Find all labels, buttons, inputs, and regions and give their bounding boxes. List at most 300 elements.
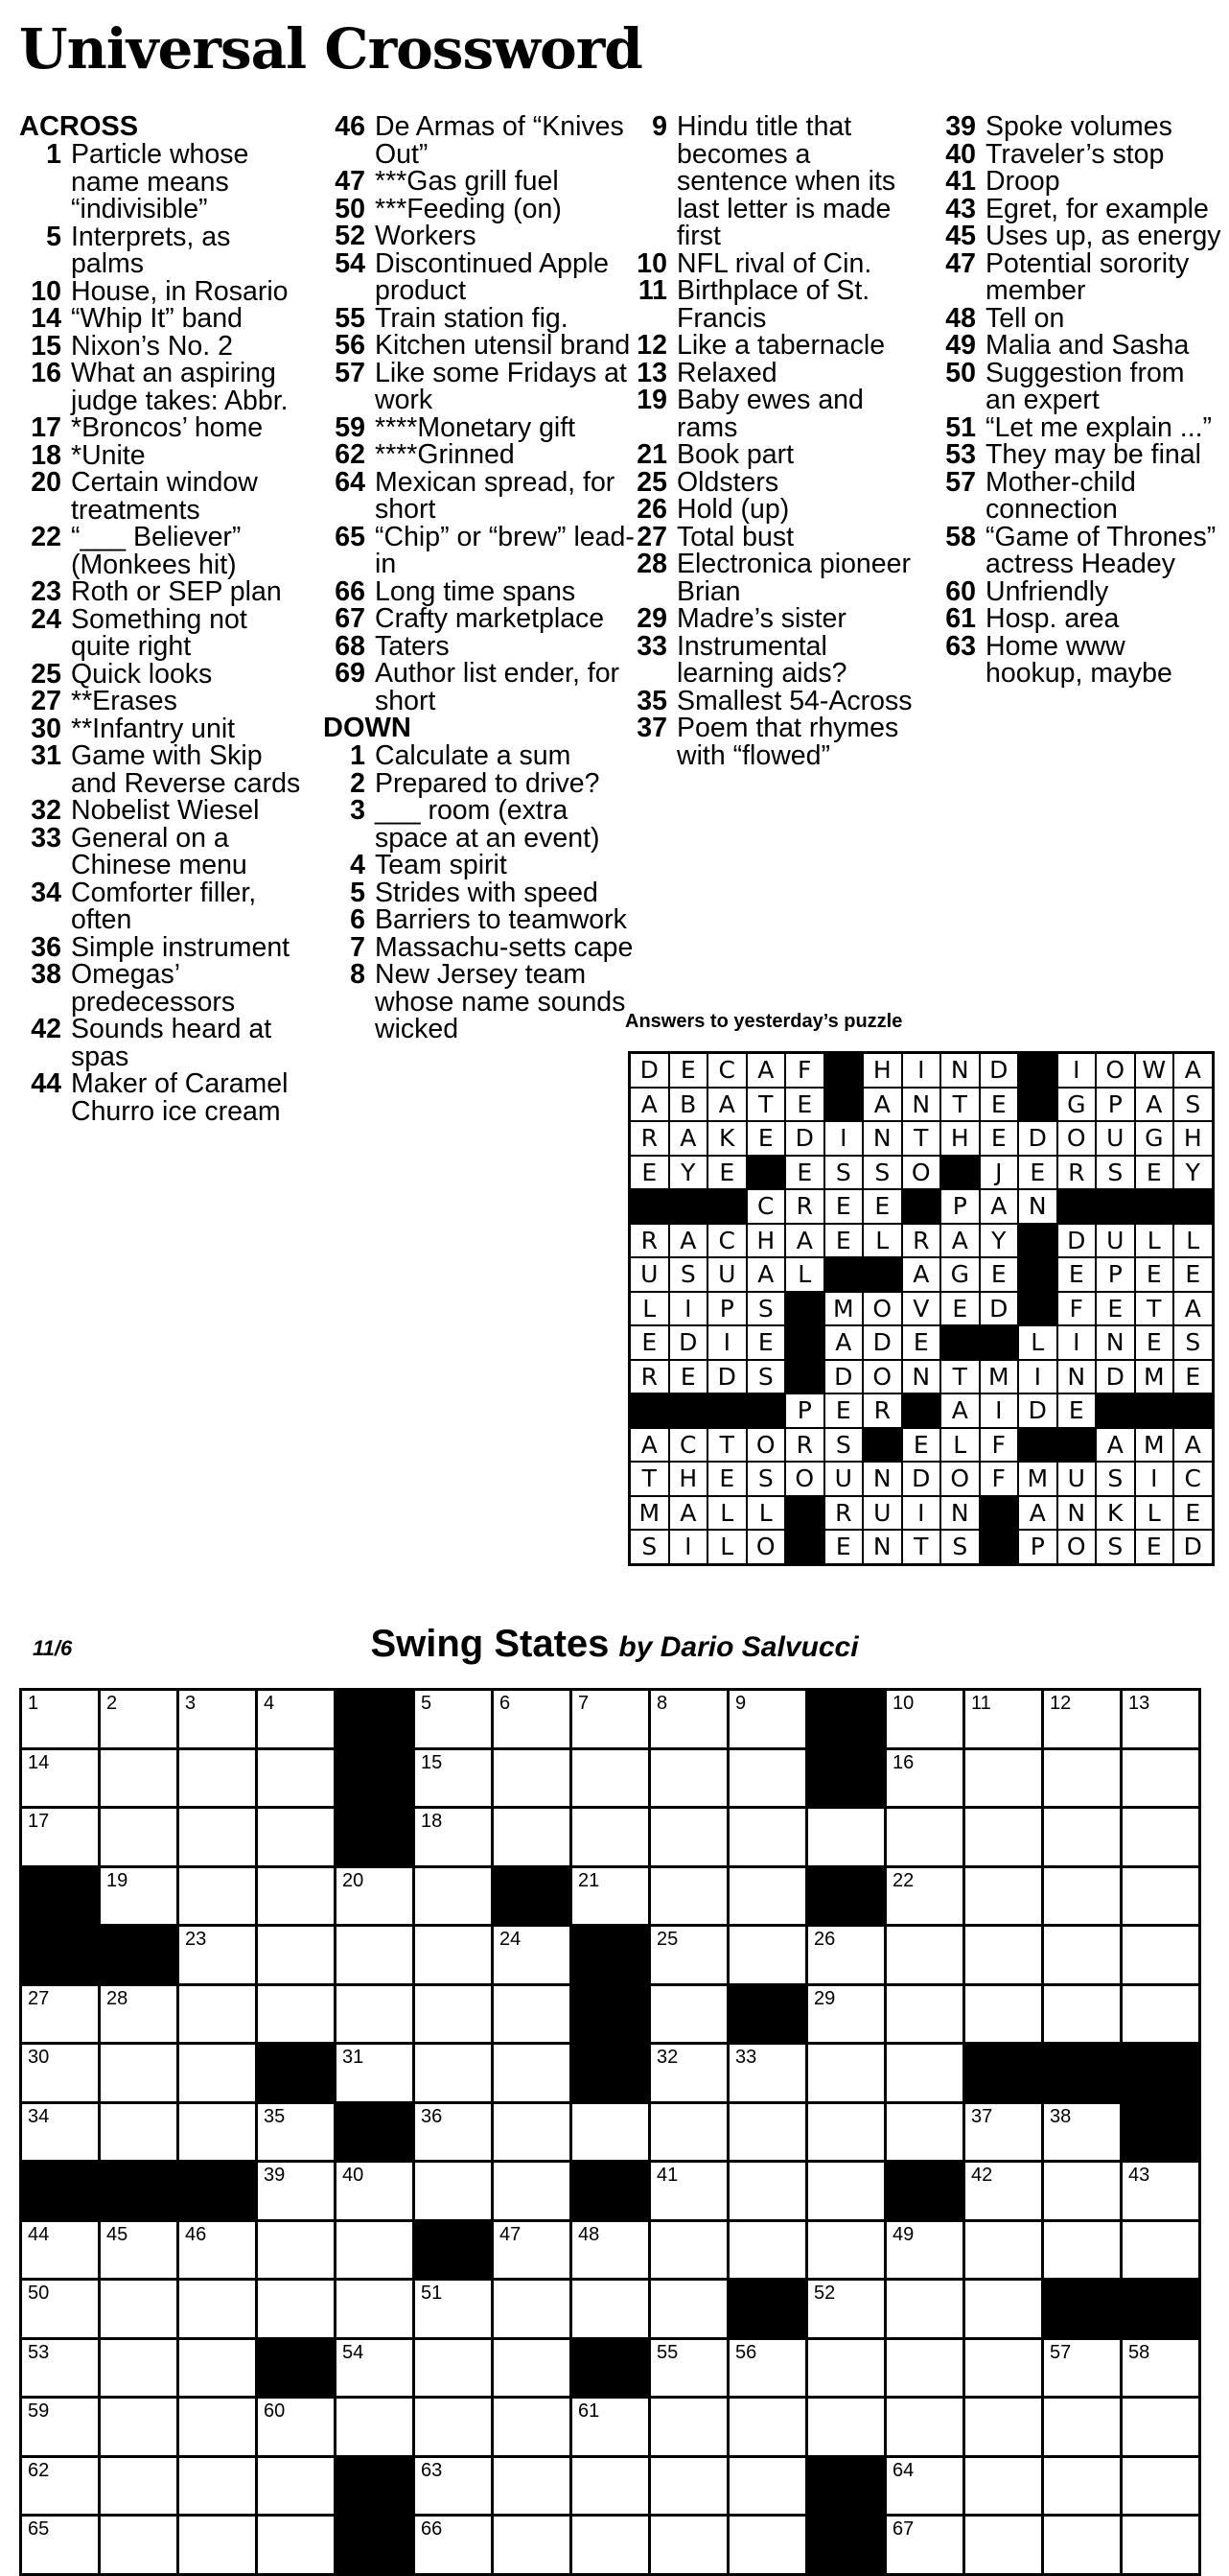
grid-cell[interactable] (179, 2222, 255, 2279)
grid-cell[interactable] (494, 1927, 569, 1983)
clue-item (934, 247, 1221, 306)
grid-cell[interactable] (415, 2458, 491, 2515)
grid-cell[interactable] (22, 2045, 98, 2101)
grid-cell[interactable] (572, 2458, 648, 2515)
grid-cell[interactable] (415, 2399, 491, 2455)
grid-cell[interactable] (258, 1868, 334, 1925)
grid-cell[interactable] (1044, 2104, 1120, 2161)
cell-number: 66 (421, 2518, 443, 2540)
clue-text: Nobelist Wiesel (71, 795, 260, 826)
answer-cell: N (864, 1463, 901, 1495)
grid-cell[interactable] (808, 1927, 884, 1983)
grid-cell[interactable] (336, 1986, 412, 2043)
grid-cell[interactable] (965, 2163, 1041, 2219)
grid-cell[interactable] (494, 2517, 569, 2573)
grid-cell[interactable] (572, 2104, 648, 2161)
answer-cell: C (708, 1225, 746, 1257)
grid-cell[interactable] (179, 1986, 255, 2043)
grid-cell[interactable] (965, 1986, 1041, 2043)
clue-item (323, 247, 639, 306)
grid-cell[interactable] (1044, 2458, 1120, 2515)
clue-text: ***Gas grill fuel (375, 166, 559, 197)
grid-cell[interactable] (965, 1691, 1041, 1747)
grid-cell[interactable] (1044, 2163, 1120, 2219)
clue-number: 5 (350, 877, 365, 908)
grid-cell[interactable] (494, 2163, 569, 2219)
grid-cell[interactable] (887, 1809, 962, 1865)
grid-cell[interactable] (101, 2517, 176, 2573)
grid-cell[interactable] (101, 2399, 176, 2455)
grid-cell[interactable] (887, 1927, 962, 1983)
grid-cell[interactable] (1123, 1750, 1198, 1807)
answer-cell: A (864, 1089, 901, 1121)
grid-cell[interactable] (415, 1986, 491, 2043)
grid-cell[interactable] (651, 2045, 727, 2101)
grid-cell[interactable] (572, 1691, 648, 1747)
grid-cell[interactable] (1123, 1986, 1198, 2043)
grid-cell[interactable] (22, 1750, 98, 1807)
answer-cell: O (864, 1293, 901, 1325)
clue-text: “Whip It” band (71, 303, 243, 334)
grid-cell[interactable] (1044, 2222, 1120, 2279)
cell-number: 4 (264, 1693, 275, 1714)
grid-cell[interactable] (1123, 1927, 1198, 1983)
cell-number: 63 (421, 2459, 443, 2481)
grid-cell[interactable] (101, 1986, 176, 2043)
answer-cell: T (631, 1463, 668, 1495)
grid-cell[interactable] (651, 2340, 727, 2397)
grid-cell[interactable] (179, 2281, 255, 2337)
grid-cell[interactable] (887, 1691, 962, 1747)
grid-cell[interactable] (1044, 2340, 1120, 2397)
grid-cell[interactable] (651, 2458, 727, 2515)
grid-cell[interactable] (336, 1927, 412, 1983)
grid-cell[interactable] (415, 1750, 491, 1807)
grid-cell[interactable] (415, 2104, 491, 2161)
answer-cell: L (1019, 1326, 1056, 1359)
grid-cell[interactable] (101, 1691, 176, 1747)
answer-cell: M (825, 1293, 863, 1325)
grid-cell[interactable] (179, 2045, 255, 2101)
clue-text: Comforter filler, often (71, 877, 257, 935)
grid-cell[interactable] (494, 2104, 569, 2161)
grid-cell[interactable] (730, 1809, 805, 1865)
grid-cell[interactable] (730, 2104, 805, 2161)
black-square (1044, 2281, 1120, 2337)
grid-cell[interactable] (651, 2222, 727, 2279)
cell-number: 50 (28, 2283, 50, 2304)
grid-cell[interactable] (415, 1868, 491, 1925)
clue-number: 9 (652, 111, 667, 142)
grid-cell[interactable] (808, 1809, 884, 1865)
black-square (808, 2517, 884, 2573)
clue-text: ****Monetary gift (375, 411, 576, 443)
grid-cell[interactable] (887, 1750, 962, 1807)
grid-cell[interactable] (730, 2163, 805, 2219)
grid-cell[interactable] (22, 2104, 98, 2161)
grid-cell[interactable] (965, 2399, 1041, 2455)
grid-cell[interactable] (179, 1868, 255, 1925)
answer-cell: H (748, 1225, 785, 1257)
grid-cell[interactable] (965, 2222, 1041, 2279)
grid-cell[interactable] (415, 1809, 491, 1865)
grid-cell[interactable] (494, 1809, 569, 1865)
answer-cell: H (670, 1463, 707, 1495)
cell-number: 59 (28, 2400, 50, 2422)
grid-cell[interactable] (887, 1986, 962, 2043)
down-clue-list-2 (625, 113, 917, 769)
cell-number: 13 (1128, 1693, 1150, 1714)
grid-cell[interactable] (965, 1809, 1041, 1865)
grid-cell[interactable] (572, 1809, 648, 1865)
grid-cell[interactable] (336, 2399, 412, 2455)
grid-cell[interactable] (651, 2104, 727, 2161)
grid-cell[interactable] (1044, 1809, 1120, 1865)
grid-cell[interactable] (258, 2399, 334, 2455)
answer-cell: A (786, 1225, 823, 1257)
grid-cell[interactable] (1044, 2399, 1120, 2455)
grid-cell[interactable] (494, 2222, 569, 2279)
answer-cell: A (748, 1258, 785, 1291)
grid-cell[interactable] (415, 2517, 491, 2573)
grid-cell[interactable] (965, 2458, 1041, 2515)
across-clues-column-1 (19, 113, 307, 1125)
grid-cell[interactable] (887, 2458, 962, 2515)
answer-black-square (786, 1531, 823, 1563)
clue-text: **Infantry unit (71, 713, 236, 744)
grid-cell[interactable] (572, 2399, 648, 2455)
grid-cell[interactable] (1044, 2517, 1120, 2573)
grid-cell[interactable] (22, 2222, 98, 2279)
clue-number: 38 (31, 959, 61, 990)
clue-item (19, 688, 307, 715)
clue-text: Egret, for example (986, 193, 1209, 224)
clue-number: 63 (945, 630, 976, 662)
clue-number: 5 (46, 221, 61, 252)
grid-cell[interactable] (651, 1750, 727, 1807)
grid-cell[interactable] (258, 1986, 334, 2043)
grid-cell[interactable] (730, 1868, 805, 1925)
grid-cell[interactable] (651, 2281, 727, 2337)
grid-cell[interactable] (808, 2104, 884, 2161)
grid-cell[interactable] (415, 2340, 491, 2397)
answer-cell: E (1136, 1258, 1173, 1291)
black-square (1123, 2104, 1198, 2161)
clue-text: Like a tabernacle (677, 330, 886, 361)
grid-cell[interactable] (1123, 1868, 1198, 1925)
clue-item (19, 305, 307, 333)
grid-cell[interactable] (1044, 1868, 1120, 1925)
answer-cell: E (825, 1190, 863, 1223)
grid-cell[interactable] (415, 2163, 491, 2219)
answer-cell: G (1058, 1089, 1096, 1121)
grid-cell[interactable] (336, 2281, 412, 2337)
answer-cell: E (981, 1122, 1018, 1155)
clue-text: Relaxed (677, 357, 777, 388)
grid-cell[interactable] (887, 2399, 962, 2455)
grid-cell[interactable] (730, 1927, 805, 1983)
grid-cell[interactable] (651, 2517, 727, 2573)
answer-cell: G (1136, 1122, 1173, 1155)
clue-item (323, 767, 639, 799)
grid-cell[interactable] (808, 1986, 884, 2043)
clue-number: 58 (945, 521, 976, 552)
grid-cell[interactable] (179, 1691, 255, 1747)
grid-cell[interactable] (494, 2045, 569, 2101)
answer-cell: E (941, 1293, 979, 1325)
grid-cell[interactable] (808, 2045, 884, 2101)
clue-number: 40 (945, 138, 976, 170)
grid-cell[interactable] (808, 2340, 884, 2397)
grid-cell[interactable] (22, 2399, 98, 2455)
grid-cell[interactable] (887, 2045, 962, 2101)
grid-cell[interactable] (965, 1750, 1041, 1807)
grid-cell[interactable] (1044, 1691, 1120, 1747)
grid-cell[interactable] (1123, 2399, 1198, 2455)
grid-cell[interactable] (572, 2517, 648, 2573)
grid-cell[interactable] (258, 1750, 334, 1807)
grid-cell[interactable] (415, 2281, 491, 2337)
grid-cell[interactable] (1044, 1927, 1120, 1983)
grid-cell[interactable] (336, 1868, 412, 1925)
clue-number: 16 (31, 358, 61, 388)
answer-cell: T (748, 1089, 785, 1121)
grid-cell[interactable] (336, 2163, 412, 2219)
grid-cell[interactable] (22, 1809, 98, 1865)
grid-cell[interactable] (965, 2281, 1041, 2337)
grid-cell[interactable] (101, 1868, 176, 1925)
grid-cell[interactable] (887, 2222, 962, 2279)
grid-cell[interactable] (730, 2340, 805, 2397)
grid-cell[interactable] (101, 1809, 176, 1865)
grid-cell[interactable] (179, 2517, 255, 2573)
grid-cell[interactable] (730, 2517, 805, 2573)
clue-text: “Chip” or “brew” lead-in (375, 521, 635, 579)
grid-cell[interactable] (179, 2399, 255, 2455)
grid-cell[interactable] (730, 1691, 805, 1747)
grid-cell[interactable] (1123, 2458, 1198, 2515)
grid-cell[interactable] (1123, 2222, 1198, 2279)
grid-cell[interactable] (179, 1750, 255, 1807)
answer-cell: S (748, 1293, 785, 1325)
grid-cell[interactable] (730, 1750, 805, 1807)
grid-cell[interactable] (336, 2045, 412, 2101)
grid-cell[interactable] (572, 1868, 648, 1925)
grid-cell[interactable] (101, 2104, 176, 2161)
clue-item (19, 822, 307, 880)
answer-cell: F (981, 1463, 1018, 1495)
cell-number: 6 (499, 1693, 511, 1714)
answer-cell: K (708, 1122, 746, 1155)
grid-cell[interactable] (101, 2045, 176, 2101)
grid-cell[interactable] (808, 2163, 884, 2219)
grid-cell[interactable] (808, 2222, 884, 2279)
clue-number: 43 (945, 193, 976, 224)
grid-cell[interactable] (258, 1809, 334, 1865)
clue-item (625, 521, 917, 552)
cell-number: 49 (893, 2223, 915, 2245)
clue-item (323, 302, 639, 334)
grid-cell[interactable] (572, 2222, 648, 2279)
clue-text: Mexican spread, for short (375, 466, 615, 525)
black-square (336, 2458, 412, 2515)
grid-cell[interactable] (101, 2340, 176, 2397)
clue-text: Crafty marketplace (375, 603, 605, 634)
grid-cell[interactable] (179, 2340, 255, 2397)
grid-cell[interactable] (179, 2458, 255, 2515)
grid-cell[interactable] (651, 1809, 727, 1865)
grid-cell[interactable] (887, 2517, 962, 2573)
black-square (22, 2163, 98, 2219)
answer-cell: Y (1174, 1157, 1212, 1189)
clue-item (19, 524, 307, 578)
answer-cell: E (748, 1122, 785, 1155)
clue-item (934, 441, 1221, 469)
grid-cell[interactable] (1044, 1750, 1120, 1807)
grid-cell[interactable] (336, 2222, 412, 2279)
grid-cell[interactable] (965, 1927, 1041, 1983)
grid-cell[interactable] (965, 1868, 1041, 1925)
answer-cell: A (708, 1089, 746, 1121)
grid-cell[interactable] (965, 2517, 1041, 2573)
grid-cell[interactable] (887, 2340, 962, 2397)
clue-number: 29 (637, 603, 667, 634)
grid-cell[interactable] (494, 2458, 569, 2515)
grid-cell[interactable] (887, 2281, 962, 2337)
grid-cell[interactable] (415, 2045, 491, 2101)
grid-cell[interactable] (336, 2340, 412, 2397)
grid-cell[interactable] (494, 2281, 569, 2337)
grid-cell[interactable] (1123, 2517, 1198, 2573)
grid-cell[interactable] (258, 2163, 334, 2219)
grid-cell[interactable] (179, 1927, 255, 1983)
clue-number: 32 (31, 795, 61, 826)
clue-number: 51 (945, 411, 976, 443)
clue-number: 18 (31, 439, 61, 471)
grid-cell[interactable] (179, 1809, 255, 1865)
answer-cell: A (631, 1429, 668, 1462)
grid-cell[interactable] (730, 2399, 805, 2455)
answer-cell: M (631, 1497, 668, 1530)
answer-cell: I (903, 1497, 940, 1530)
black-square (1123, 2281, 1198, 2337)
grid-cell[interactable] (730, 2458, 805, 2515)
answer-cell: A (670, 1497, 707, 1530)
answer-cell: D (825, 1361, 863, 1393)
clue-number: 59 (335, 411, 365, 443)
grid-cell[interactable] (22, 1691, 98, 1747)
grid-cell[interactable] (258, 2222, 334, 2279)
grid-cell[interactable] (258, 2458, 334, 2515)
clue-number: 31 (31, 740, 61, 771)
grid-cell[interactable] (808, 2281, 884, 2337)
grid-cell[interactable] (1044, 1986, 1120, 2043)
grid-cell[interactable] (101, 2458, 176, 2515)
answer-cell: L (708, 1497, 746, 1530)
clue-text: Traveler’s stop (986, 138, 1165, 170)
grid-cell[interactable] (494, 2399, 569, 2455)
answer-black-square (981, 1531, 1018, 1563)
clue-text: House, in Rosario (71, 275, 289, 307)
grid-cell[interactable] (572, 1750, 648, 1807)
clue-item (323, 660, 639, 714)
grid-cell[interactable] (965, 2104, 1041, 2161)
grid-cell[interactable] (730, 2045, 805, 2101)
grid-cell[interactable] (22, 2517, 98, 2573)
grid-cell[interactable] (258, 1691, 334, 1747)
grid-cell[interactable] (258, 2517, 334, 2573)
grid-cell[interactable] (651, 1868, 727, 1925)
grid-cell[interactable] (258, 2104, 334, 2161)
grid-cell[interactable] (258, 2281, 334, 2337)
black-square (336, 1750, 412, 1807)
clue-number: 11 (638, 275, 667, 306)
grid-cell[interactable] (101, 2281, 176, 2337)
grid-cell[interactable] (572, 2281, 648, 2337)
grid-cell[interactable] (22, 2458, 98, 2515)
grid-cell[interactable] (651, 1927, 727, 1983)
grid-cell[interactable] (730, 2222, 805, 2279)
grid-cell[interactable] (258, 1927, 334, 1983)
grid-cell[interactable] (1123, 1691, 1198, 1747)
grid-cell[interactable] (651, 1691, 727, 1747)
answer-cell: S (864, 1157, 901, 1189)
grid-cell[interactable] (179, 2104, 255, 2161)
answer-black-square (1019, 1054, 1056, 1087)
down-clues-column-3 (625, 113, 917, 769)
grid-cell[interactable] (22, 2340, 98, 2397)
answer-cell: I (670, 1531, 707, 1563)
grid-cell[interactable] (887, 2104, 962, 2161)
grid-cell[interactable] (22, 2281, 98, 2337)
grid-cell[interactable] (1123, 2340, 1198, 2397)
clue-item (625, 685, 917, 716)
grid-cell[interactable] (415, 1927, 491, 1983)
black-square (965, 2045, 1041, 2101)
grid-cell[interactable] (494, 2340, 569, 2397)
clue-text: Oldsters (677, 466, 779, 498)
clue-item (19, 141, 307, 223)
clue-number: 66 (335, 575, 365, 607)
clue-number: 44 (31, 1068, 61, 1099)
clue-item (323, 906, 639, 934)
grid-cell[interactable] (101, 2222, 176, 2279)
cell-number: 46 (185, 2223, 207, 2245)
grid-cell[interactable] (965, 2340, 1041, 2397)
clue-item (625, 441, 917, 469)
grid-cell[interactable] (22, 1986, 98, 2043)
grid-cell[interactable] (1123, 1809, 1198, 1865)
grid-cell[interactable] (101, 1750, 176, 1807)
answer-black-square (981, 1497, 1018, 1530)
clue-number: 17 (31, 412, 61, 443)
clue-item (323, 332, 639, 360)
grid-cell[interactable] (415, 1691, 491, 1747)
grid-cell[interactable] (808, 2399, 884, 2455)
grid-cell[interactable] (494, 1691, 569, 1747)
grid-cell[interactable] (887, 1868, 962, 1925)
grid-cell[interactable] (651, 2399, 727, 2455)
grid-cell[interactable] (494, 1986, 569, 2043)
cell-number: 56 (735, 2341, 757, 2363)
grid-cell[interactable] (651, 2163, 727, 2219)
grid-cell[interactable] (651, 1986, 727, 2043)
grid-cell[interactable] (1123, 2163, 1198, 2219)
cell-number: 19 (106, 1869, 128, 1891)
clue-number: 3 (350, 795, 365, 826)
clue-number: 25 (637, 466, 667, 498)
grid-cell[interactable] (494, 1750, 569, 1807)
